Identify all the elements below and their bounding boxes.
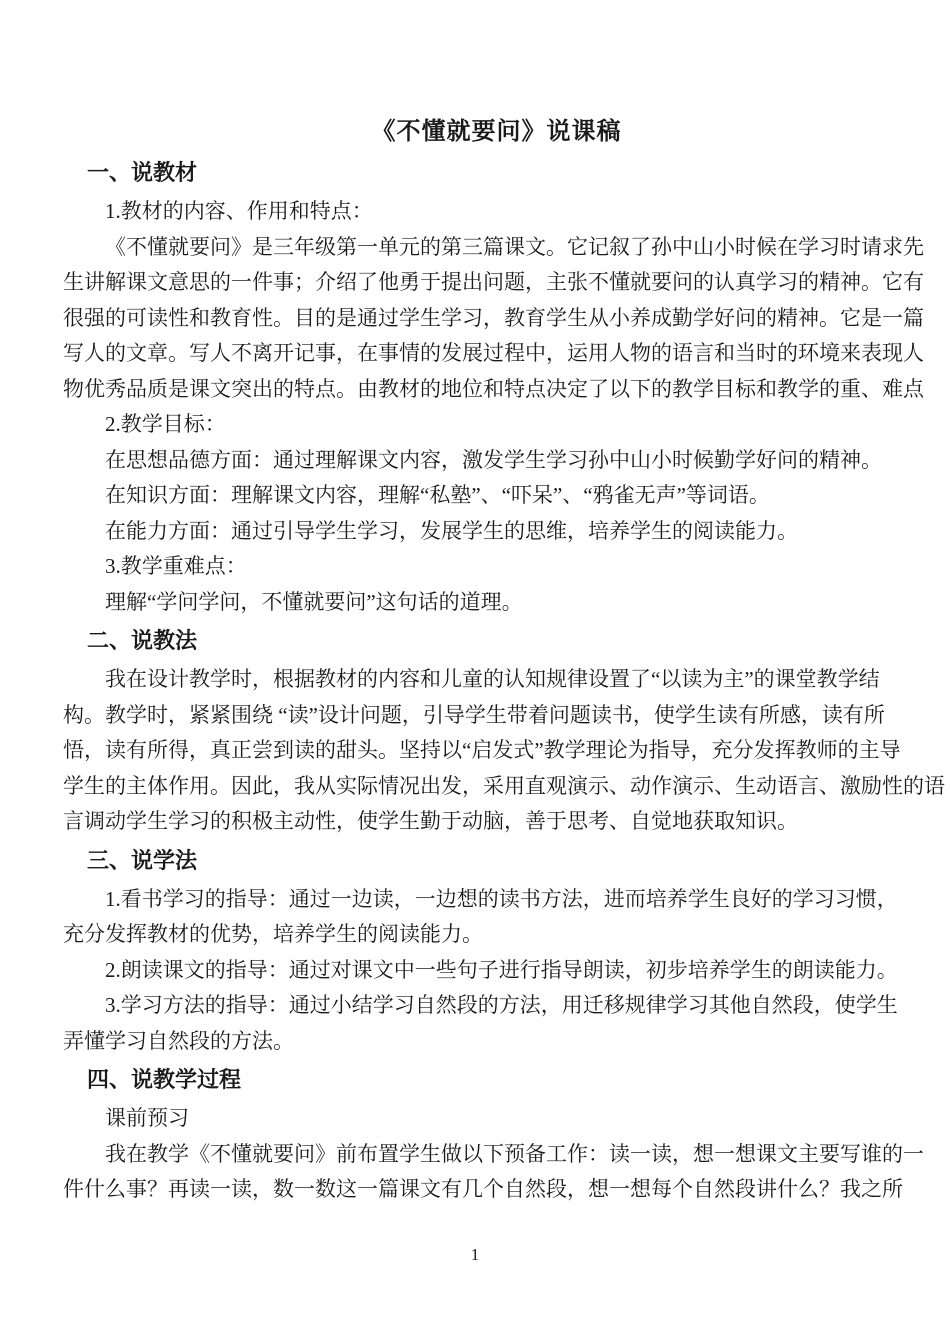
text-line: 《不懂就要问》是三年级第一单元的第三篇课文。它记叙了孙中山小时候在学习时请求先 — [105, 234, 924, 259]
text-line: 弄懂学习自然段的方法。 — [63, 1028, 294, 1053]
section-heading-3: 三、说学法 — [87, 847, 198, 873]
text-line: 悟，读有所得，真正尝到读的甜头。坚持以“启发式”教学理论为指导，充分发挥教师的主导 — [63, 738, 901, 762]
text-line: 理解“学问学问，不懂就要问”这句话的道理。 — [105, 589, 523, 614]
text-line: 件什么事？再读一读，数一数这一篇课文有几个自然段，想一想每个自然段讲什么？我之所 — [63, 1177, 903, 1201]
text-line: 言调动学生学习的积极主动性，使学生勤于动脑，善于思考、自觉地获取知识。 — [63, 809, 798, 833]
text-line: 1.教材的内容、作用和特点： — [105, 199, 373, 223]
section-heading-1: 一、说教材 — [87, 160, 198, 185]
text-line: 学生的主体作用。因此，我从实际情况出发，采用直观演示、动作演示、生动语言、激励性的语 — [63, 773, 945, 798]
text-line: 很强的可读性和教育性。目的是通过学生学习，教育学生从小养成勤学好问的精神。它是一篇 — [63, 305, 924, 330]
page-number: 1 — [470, 1245, 480, 1264]
text-line: 课前预习 — [105, 1106, 189, 1130]
text-line: 在能力方面：通过引导学生学习，发展学生的思维，培养学生的阅读能力。 — [105, 518, 798, 543]
text-line: 在知识方面：理解课文内容，理解“私塾”、“吓呆”、“鸦雀无声”等词语。 — [105, 483, 770, 507]
text-line: 3.学习方法的指导：通过小结学习自然段的方法，用迁移规律学习其他自然段，使学生 — [105, 993, 898, 1017]
text-line: 我在设计教学时，根据教材的内容和儿童的认知规律设置了“以读为主”的课堂教学结 — [105, 667, 880, 691]
text-line: 在思想品德方面：通过理解课文内容，激发学生学习孙中山小时候勤学好问的精神。 — [105, 447, 882, 472]
text-line: 我在教学《不懂就要问》前布置学生做以下预备工作：读一读，想一想课文主要写谁的一 — [105, 1141, 924, 1166]
document-title: 《不懂就要问》说课稿 — [371, 118, 622, 145]
text-line: 生讲解课文意思的一件事；介绍了他勇于提出问题，主张不懂就要问的认真学习的精神。它有 — [63, 270, 924, 294]
text-line: 构。教学时，紧紧围绕 “读”设计问题，引导学生带着问题读书，使学生读有所感，读有所 — [63, 702, 885, 727]
text-line: 3.教学重难点： — [105, 554, 247, 578]
text-line: 充分发挥教材的优势，培养学生的阅读能力。 — [63, 922, 483, 946]
text-line: 物优秀品质是课文突出的特点。由教材的地位和特点决定了以下的教学目标和教学的重、难点 — [63, 376, 924, 401]
text-line: 2.教学目标： — [105, 412, 226, 436]
text-line: 写人的文章。写人不离开记事，在事情的发展过程中，运用人物的语言和当时的环境来表现人 — [63, 341, 924, 365]
section-heading-4: 四、说教学过程 — [87, 1067, 242, 1092]
text-line: 1.看书学习的指导：通过一边读，一边想的读书方法，进而培养学生良好的学习习惯， — [105, 886, 898, 911]
section-heading-2: 二、说教法 — [87, 628, 198, 653]
text-line: 2.朗读课文的指导：通过对课文中一些句子进行指导朗读，初步培养学生的朗读能力。 — [105, 957, 898, 982]
